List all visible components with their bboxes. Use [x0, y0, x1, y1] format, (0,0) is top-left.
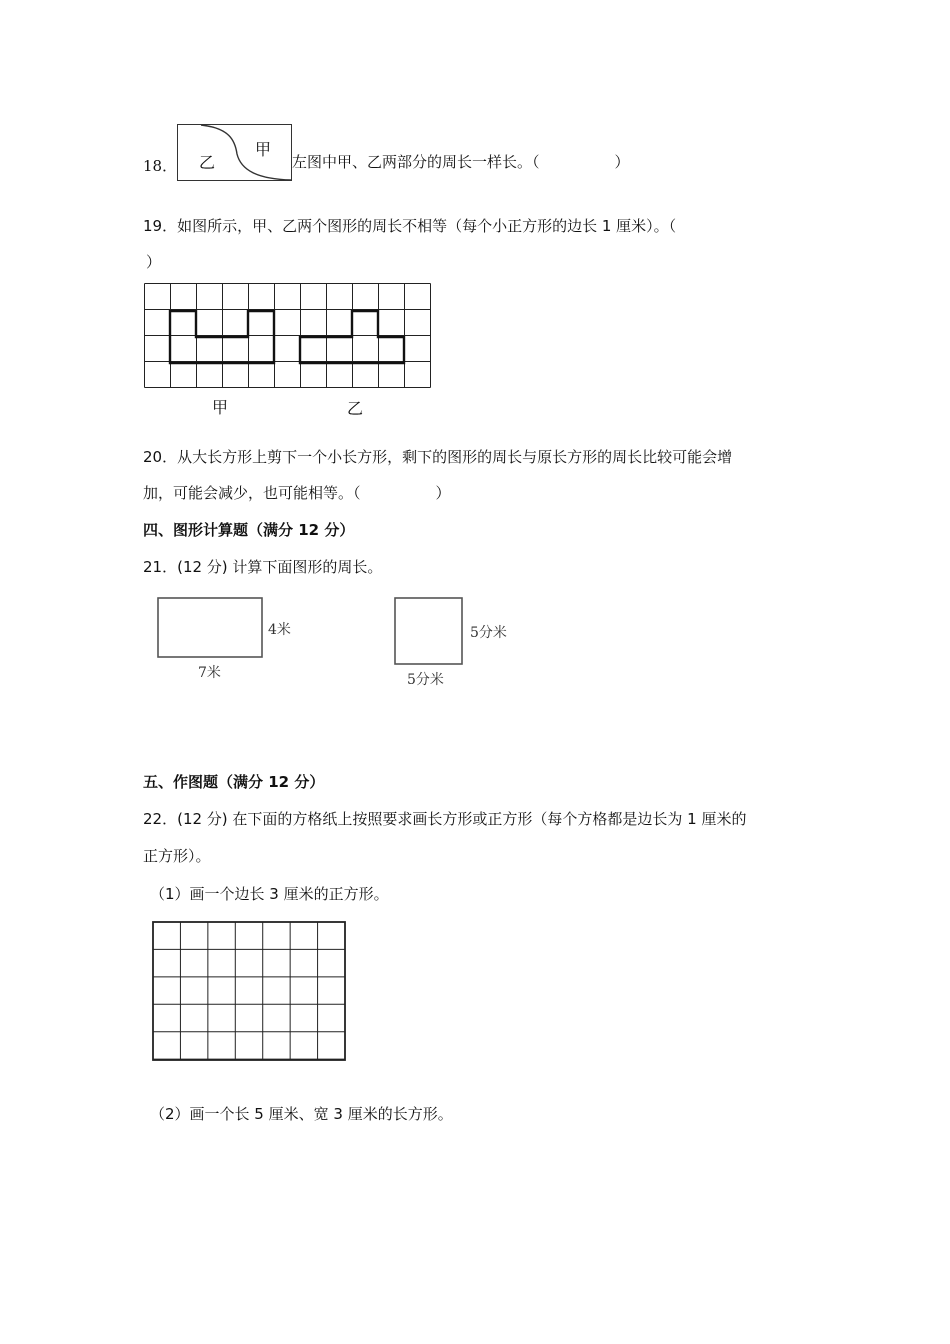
section-5-title: 五、作图题（满分 12 分）: [143, 773, 325, 791]
q22-part2: （2）画一个长 5 厘米、宽 3 厘米的长方形。: [150, 1105, 453, 1123]
q21-rectangle-figure: [156, 596, 306, 686]
q21-square-figure: [393, 596, 523, 696]
q19-line2: ）: [146, 253, 162, 271]
q21-rect-height-label: 4米: [268, 622, 291, 638]
q18-label-yi: 乙: [199, 153, 216, 172]
q19-label-jia: 甲: [212, 398, 229, 417]
q19-label-yi: 乙: [347, 399, 364, 418]
q22-line1: 22．(12 分) 在下面的方格纸上按照要求画长方形或正方形（每个方格都是边长为 1 厘米的: [143, 810, 747, 828]
q19-grid-figure: [144, 283, 430, 423]
q18-number: 18．: [143, 157, 178, 175]
q22-drawing-grid[interactable]: [152, 921, 346, 1061]
q18-label-jia: 甲: [255, 140, 272, 159]
q18-figure-border: [178, 125, 292, 181]
q20-line2: 加，可能会减少，也可能相等。（ ）: [143, 484, 451, 502]
q21-rectangle: [158, 598, 262, 657]
q19-line1: 19．如图所示，甲、乙两个图形的周长不相等（每个小正方形的边长 1 厘米）。（: [143, 217, 677, 235]
q18-figure: [177, 124, 293, 182]
q20-line1: 20．从大长方形上剪下一个小长方形，剩下的图形的周长与原长方形的周长比较可能会增: [143, 448, 733, 466]
q18-text: 左图中甲、乙两部分的周长一样长。（ ）: [292, 153, 630, 171]
q22-line2: 正方形）。: [143, 847, 211, 865]
q22-part1: （1）画一个边长 3 厘米的正方形。: [150, 885, 389, 903]
section-4-title: 四、图形计算题（满分 12 分）: [143, 521, 355, 539]
q21-text: 21．(12 分) 计算下面图形的周长。: [143, 558, 383, 576]
q21-rect-width-label: 7米: [198, 665, 221, 681]
q21-square: [395, 598, 462, 664]
q21-square-side-label: 5分米: [470, 625, 507, 641]
q21-square-bottom-label: 5分米: [407, 672, 444, 688]
